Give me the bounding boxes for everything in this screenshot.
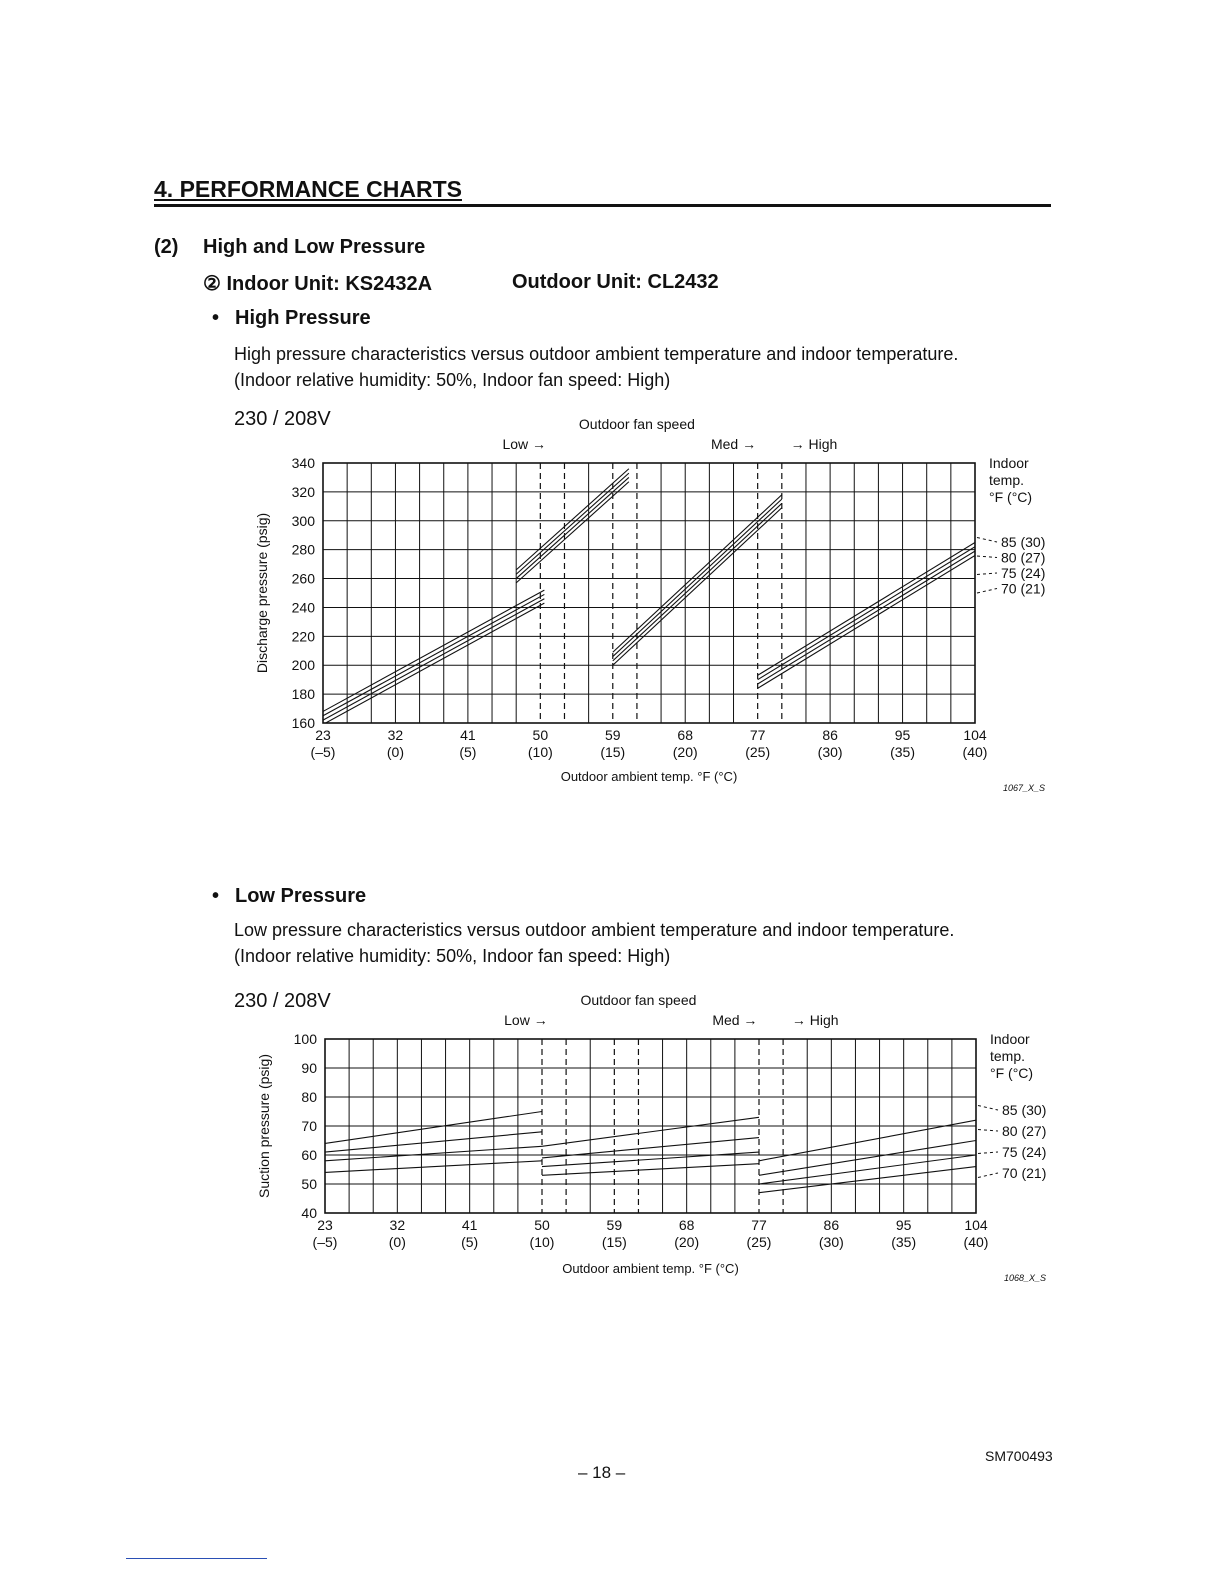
fan-speed-title: Outdoor fan speed [578,416,695,432]
low-pressure-chart [240,986,1120,1296]
high-bullet: • [212,307,220,329]
x-tick-label-celsius: (35) [890,744,916,760]
x-tick-label: 68 [677,727,694,743]
x-tick-label: 32 [389,1217,406,1233]
x-tick-label-celsius: (25) [746,1234,772,1250]
x-tick-label-celsius: (40) [962,744,988,760]
x-tick-label-celsius: (20) [672,744,698,760]
fan-label-med: Med → [710,436,757,452]
x-tick-label-celsius: (20) [674,1234,700,1250]
x-tick-label: 50 [534,1217,550,1233]
series-line [325,1161,542,1173]
series-line [542,1152,759,1167]
series-line [758,551,975,684]
x-tick-label-celsius: (15) [601,1234,627,1250]
legend-title: Indoor [990,1031,1030,1047]
fan-label-low: Low → [504,1012,548,1028]
x-tick-label-celsius: (–5) [310,744,336,760]
x-tick-label: 59 [604,727,621,743]
legend-title: °F (°C) [989,489,1033,505]
series-line [516,473,629,574]
subsection-title: High and Low Pressure [203,236,426,258]
y-tick-label: 80 [301,1089,317,1105]
high-pressure-chart [240,410,1120,810]
series-line [758,547,975,680]
fan-label-low: Low → [502,436,547,452]
plot-frame [323,463,975,723]
y-tick-label: 260 [291,570,315,587]
section-title: 4. PERFORMANCE CHARTS [154,176,462,202]
x-tick-label: 41 [460,727,476,743]
y-tick-label: 280 [291,541,315,558]
y-tick-label: 240 [291,599,315,616]
series-line [325,1146,542,1161]
series-line [323,594,544,715]
x-tick-label: 95 [895,1217,912,1233]
x-tick-label-celsius: (10) [529,1234,555,1250]
high-desc-line1: High pressure characteristics versus outdoor ambient temperature and indoor temperature. [234,344,959,364]
legend-leader [978,1106,998,1111]
legend-leader [978,1130,998,1132]
x-tick-label: 59 [606,1217,623,1233]
legend-leader [977,538,997,543]
x-tick-label: 77 [751,1217,767,1233]
series-line [758,542,975,675]
x-tick-label-celsius: (30) [817,744,843,760]
series-line [516,477,629,578]
x-tick-label: 68 [678,1217,695,1233]
page-number: – 18 – [578,1463,626,1482]
series-line [613,503,782,660]
fan-speed-title: Outdoor fan speed [580,992,697,1008]
footnote-rule [126,1558,267,1559]
x-tick-label: 95 [894,727,911,743]
x-tick-label-celsius: (0) [388,1234,406,1250]
legend-entry: 80 (27) [1001,549,1046,566]
series-line [758,555,975,688]
x-tick-label-celsius: (–5) [312,1234,338,1250]
low-voltage-label: 230 / 208V [234,990,331,1012]
x-tick-label: 23 [315,727,331,743]
x-tick-label: 86 [822,727,838,743]
high-desc-line2: (Indoor relative humidity: 50%, Indoor fan speed: High) [234,370,671,390]
legend-leader [978,1152,998,1154]
x-tick-label: 41 [461,1217,478,1233]
legend-leader [978,1173,998,1178]
high-voltage-label: 230 / 208V [234,408,331,430]
legend-entry: 85 (30) [1002,1102,1047,1118]
indoor-unit-label: ② Indoor Unit: KS2432A [203,273,433,295]
x-tick-label: 77 [749,727,766,743]
section-rule [154,204,1051,207]
y-tick-label: 60 [301,1147,317,1163]
y-tick-label: 50 [301,1176,317,1192]
series-line [323,599,544,720]
legend-title: temp. [989,472,1025,488]
x-tick-label-celsius: (35) [891,1234,917,1250]
series-line [323,603,544,724]
x-tick-label: 23 [317,1217,333,1233]
series-line [325,1132,542,1152]
x-tick-label-celsius: (25) [745,744,771,760]
series-line [613,499,782,656]
legend-title: temp. [990,1048,1026,1064]
y-tick-label: 90 [301,1060,317,1076]
series-line [542,1164,759,1176]
x-tick-label: 104 [963,727,987,743]
legend-leader [977,556,997,558]
y-tick-label: 300 [291,512,315,529]
series-line [325,1112,542,1144]
series-line [613,508,782,665]
legend-title: Indoor [989,455,1029,471]
x-tick-label-celsius: (10) [527,744,553,760]
x-tick-label: 86 [823,1217,840,1233]
y-tick-label: 40 [301,1205,317,1221]
low-desc-line1: Low pressure characteristics versus outdoor ambient temperature and indoor temperature. [234,920,955,940]
outdoor-unit-label: Outdoor Unit: CL2432 [512,271,719,293]
x-tick-label: 32 [387,727,404,743]
series-line [323,590,544,711]
figure-code: 1067_X_S [1002,783,1045,793]
legend-entry: 80 (27) [1002,1123,1047,1139]
y-axis-label: Suction pressure (psig) [256,1054,272,1198]
low-bullet: • [212,885,220,907]
low-desc-line2: (Indoor relative humidity: 50%, Indoor fan speed: High) [234,946,671,966]
x-tick-label-celsius: (30) [818,1234,844,1250]
y-tick-label: 320 [291,483,315,500]
x-tick-label: 50 [532,727,549,743]
figure-code: 1068_X_S [1003,1273,1046,1283]
y-tick-label: 340 [291,455,315,471]
y-tick-label: 220 [291,628,315,645]
subsection-number: (2) [154,236,179,258]
fan-label-high: → High [791,1012,839,1028]
y-tick-label: 100 [293,1031,317,1047]
x-axis-label: Outdoor ambient temp. °F (°C) [560,769,738,784]
x-tick-label-celsius: (40) [963,1234,989,1250]
series-line [516,482,629,583]
legend-entry: 75 (24) [1002,1144,1047,1160]
series-line [542,1117,759,1146]
legend-leader [977,589,997,594]
high-pressure-heading: High Pressure [235,307,371,329]
legend-entry: 70 (21) [1002,1165,1047,1181]
y-tick-label: 200 [291,657,315,674]
low-pressure-heading: Low Pressure [235,885,367,907]
x-axis-label: Outdoor ambient temp. °F (°C) [562,1261,739,1276]
legend-entry: 85 (30) [1001,534,1046,550]
series-line [613,495,782,652]
legend-title: °F (°C) [990,1065,1034,1081]
fan-label-med: Med → [712,1012,758,1028]
x-tick-label: 104 [964,1217,988,1233]
y-axis-label: Discharge pressure (psig) [254,512,270,674]
document-code: SM700493 [985,1448,1053,1464]
fan-label-high: → High [790,436,838,452]
x-tick-label-celsius: (5) [461,1234,479,1250]
x-tick-label-celsius: (5) [459,744,477,760]
y-tick-label: 180 [291,686,315,703]
x-tick-label-celsius: (0) [386,744,405,760]
y-tick-label: 70 [301,1118,317,1134]
series-line [516,469,629,570]
y-tick-label: 160 [291,715,315,731]
legend-entry: 70 (21) [1001,580,1046,597]
legend-entry: 75 (24) [1001,565,1046,581]
x-tick-label-celsius: (15) [600,744,626,760]
legend-leader [977,573,997,575]
